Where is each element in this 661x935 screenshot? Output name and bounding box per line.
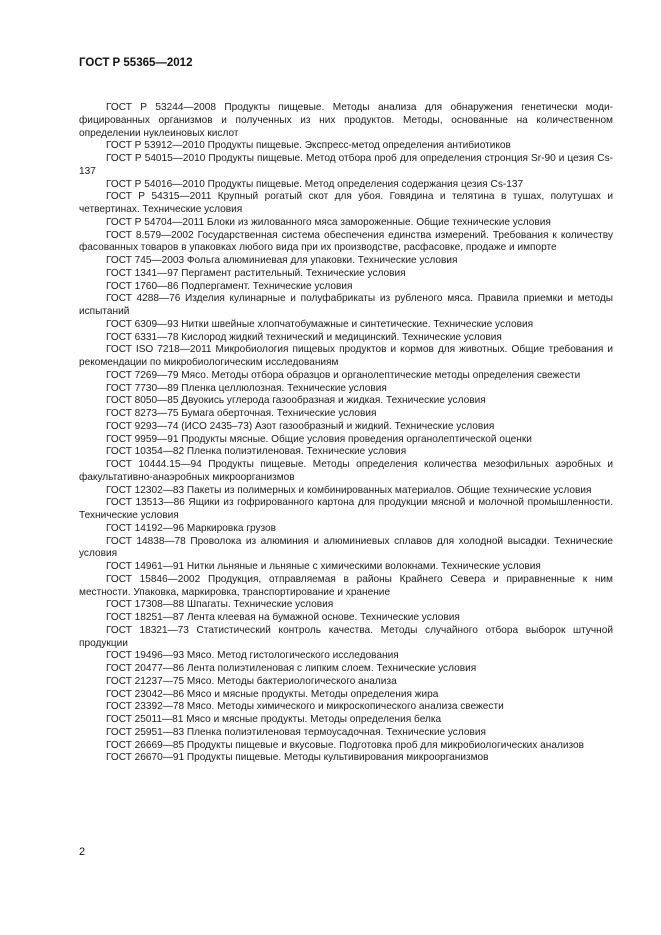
reference-item: ГОСТ 8050—85 Двуокись углерода газообразная и жидкая. Технические условия	[106, 395, 486, 407]
reference-item: ГОСТ 8.579—2002 Государственная система обеспечения единства измерений. Требования к количеству фасованных товаров в упаковках любого вида при их производстве, расфасовке, продаже и импорте	[79, 229, 613, 254]
normative-references-list	[79, 102, 613, 765]
reference-item: ГОСТ 14961—91 Нитки льняные и льняные с химическими волокнами. Технические условия	[106, 561, 541, 572]
reference-item: ГОСТ 9293—74 (ИСО 2435–73) Азот газообразный и жидкий. Технические условия	[106, 420, 495, 432]
reference-item: ГОСТ 8273—75 Бумага оберточная. Технические условия	[106, 408, 377, 419]
reference-item: ГОСТ 745—2003 Фольга алюминиевая для упаковки. Технические условия	[106, 255, 458, 266]
reference-item: ГОСТ 12302—83 Пакеты из полимерных и комбинированных материалов. Общие технические условия	[106, 484, 592, 496]
reference-item: ГОСТ 9959—91 Продукты мясные. Общие условия проведения органолептической оценки	[106, 433, 532, 445]
reference-item: ГОСТ Р 54016—2010 Продукты пищевые. Метод определения содержания цезия Cs-137	[106, 178, 524, 190]
reference-item: ГОСТ 15846—2002 Продукция, отправляемая в районы Крайнего Севера и приравненные к ним местности. Упаковка, маркировка, транспортирование и хранение	[79, 573, 613, 598]
reference-item: ГОСТ 21237—75 Мясо. Методы бактериологического анализа	[106, 675, 397, 687]
reference-item: ГОСТ Р 53244—2008 Продукты пищевые. Методы анализа для обнаружения генетически модифицированных организмов и полученных из них продуктов. Методы, основанные на количественном определении нуклеиновых кислот	[79, 102, 613, 139]
reference-item: ГОСТ 25011—81 Мясо и мясные продукты. Методы определения белка	[106, 714, 442, 725]
reference-item: ГОСТ 4288—76 Изделия кулинарные и полуфабрикаты из рубленого мяса. Правила приемки и методы испытаний	[79, 293, 613, 317]
page-number: 2	[79, 846, 86, 858]
reference-item: ГОСТ 7730—89 Пленка целлюлозная. Технические условия	[106, 382, 387, 394]
reference-item: ГОСТ 1760—86 Подпергамент. Технические условия	[106, 280, 353, 292]
reference-item: ГОСТ 26669—85 Продукты пищевые и вкусовые. Подготовка проб для микробиологических анализов	[106, 739, 584, 751]
reference-item: ГОСТ 6331—78 Кислород жидкий технический и медицинский. Технические условия	[106, 331, 502, 343]
reference-item: ГОСТ 7269—79 Мясо. Методы отбора образцов и органолептические методы определения свежести	[106, 369, 581, 381]
reference-item: ГОСТ 10444.15—94 Продукты пищевые. Методы определения количества мезофильных аэробных и факультативно-анаэробных микроорганизмов	[79, 459, 613, 483]
reference-item: ГОСТ 18251—87 Лента клеевая на бумажной основе. Технические условия	[106, 612, 460, 623]
reference-item: ГОСТ 13513—86 Ящики из гофрированного картона для продукции мясной и молочной промышленности. Технические условия	[79, 497, 613, 521]
reference-item: ГОСТ 23042—86 Мясо и мясные продукты. Методы определения жира	[106, 688, 439, 700]
reference-item: ГОСТ Р 54315—2011 Крупный рогатый скот для убоя. Говядина и телятина в тушах, полутушах и четвертинах. Технические условия	[79, 191, 613, 215]
reference-item: ГОСТ 23392—78 Мясо. Методы химического и микроскопического анализа свежести	[106, 701, 504, 713]
reference-item: ГОСТ 18321—73 Статистический контроль качества. Методы случайного отбора выборок штучной продукции	[79, 624, 613, 649]
reference-item: ГОСТ 14838—78 Проволока из алюминия и алюминиевых сплавов для холодной высадки. Технические условия	[79, 535, 613, 560]
reference-item: ГОСТ 1341—97 Пергамент растительный. Технические условия	[106, 267, 406, 279]
reference-item: ГОСТ 20477—86 Лента полиэтиленовая с липким слоем. Технические условия	[106, 663, 477, 674]
reference-item: ГОСТ Р 54015—2010 Продукты пищевые. Метод отбора проб для определения стронция Sr-90 и цезия Cs-137	[79, 153, 613, 177]
reference-item: ГОСТ ISO 7218—2011 Микробиология пищевых продуктов и кормов для животных. Общие требования и рекомендации по микробиологическим исследованиям	[79, 344, 614, 368]
reference-item: ГОСТ 17308—88 Шпагаты. Технические условия	[106, 599, 334, 611]
reference-item: ГОСТ Р 54704—2011 Блоки из жилованного мяса замороженные. Общие технические условия	[106, 216, 551, 228]
reference-item: ГОСТ 10354—82 Пленка полиэтиленовая. Технические условия	[106, 446, 407, 458]
reference-item: ГОСТ Р 53912—2010 Продукты пищевые. Экспресс-метод определения антибиотиков	[106, 140, 511, 152]
reference-item: ГОСТ 6309—93 Нитки швейные хлопчатобумажные и синтетические. Технические условия	[106, 318, 534, 330]
reference-item: ГОСТ 25951—83 Пленка полиэтиленовая термоусадочная. Технические условия	[106, 726, 486, 738]
reference-item: ГОСТ 14192—96 Маркировка грузов	[106, 522, 277, 534]
document-header: ГОСТ Р 55365—2012	[79, 57, 193, 69]
reference-item: ГОСТ 26670—91 Продукты пищевые. Методы культивирования микроорганизмов	[106, 752, 489, 764]
reference-item: ГОСТ 19496—93 Мясо. Метод гистологического исследования	[106, 650, 399, 662]
